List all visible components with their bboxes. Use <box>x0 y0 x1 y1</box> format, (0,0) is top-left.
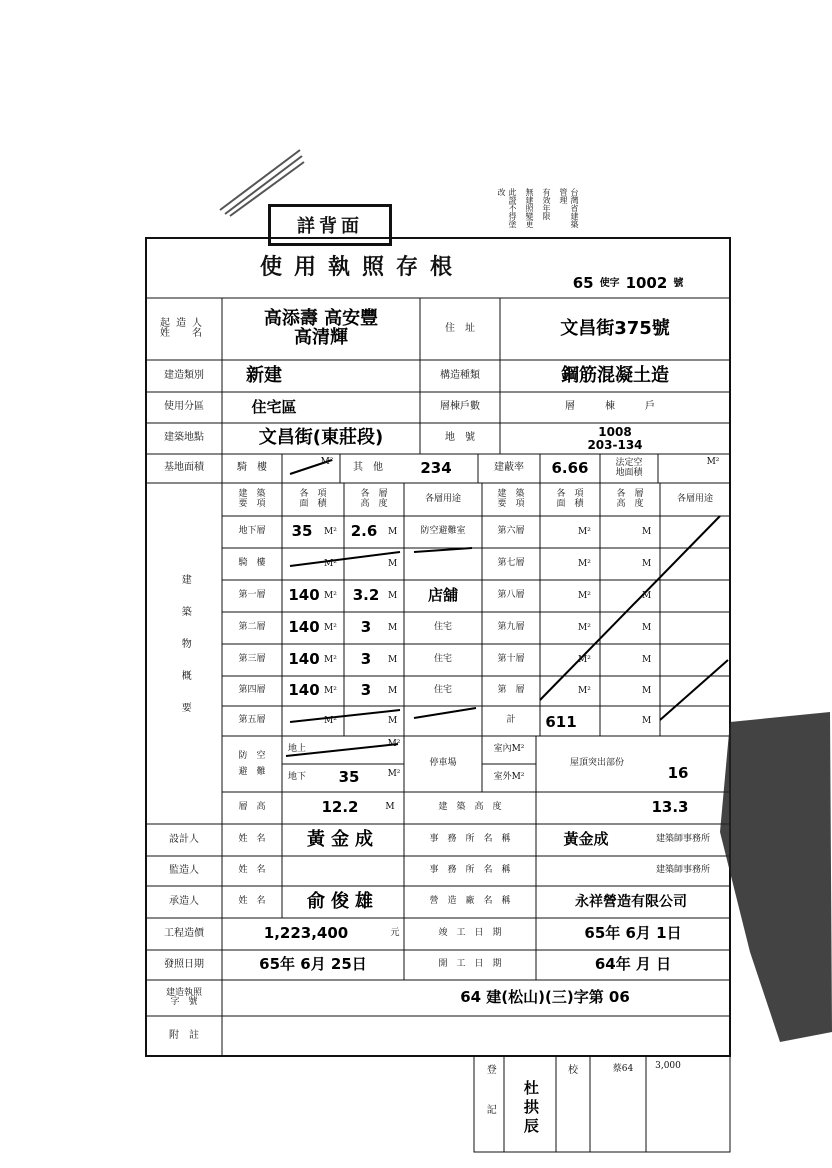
permit-year: 65 <box>572 274 594 293</box>
name-stamp: 杜拱辰 <box>521 1079 540 1137</box>
value-lot: 1008 203-134 <box>587 424 643 452</box>
floor-label-l3: 第二層 <box>238 622 266 633</box>
arcade-unit: M² <box>320 457 334 468</box>
label-floors-units: 層棟戶數 <box>440 401 480 413</box>
label-remarks: 附 註 <box>169 1029 199 1041</box>
issue-value: 65年 6月 25日 <box>259 955 367 974</box>
f3-use: 住宅 <box>433 654 452 665</box>
office-suffix-2: 建築師事務所 <box>655 865 710 876</box>
value-other-area: 234 <box>420 458 452 477</box>
contractor-firm: 永祥營造有限公司 <box>575 893 687 910</box>
permit-digits: 1002 <box>625 274 668 293</box>
value-structure: 鋼筋混凝土造 <box>561 364 669 386</box>
unit-col-left-h: M M M M M M M <box>388 527 398 726</box>
value-use-zone: 住宅區 <box>251 397 297 416</box>
label-open-area: 法定空 地面積 <box>615 458 643 478</box>
open-area-unit: M² <box>706 457 720 468</box>
floor-label-r2: 第八層 <box>497 590 525 601</box>
value-builder: 高添壽 高安豐 高清輝 <box>263 308 379 348</box>
label-total: 計 <box>506 715 516 726</box>
f1-area: 140 <box>288 586 320 605</box>
label-builder: 起造人 姓 名 <box>160 317 208 339</box>
value-address: 文昌街375號 <box>560 317 670 339</box>
label-outdoor: 室外M² <box>493 772 525 783</box>
f2-use: 住宅 <box>433 622 452 633</box>
office-suffix-1: 建築師事務所 <box>655 834 710 845</box>
floor-label-r0: 第六層 <box>497 526 525 537</box>
label-issue-date: 發照日期 <box>164 958 204 970</box>
seal-mark: 蔡64 <box>612 1064 634 1075</box>
label-floor-height: 層 高 <box>238 802 266 813</box>
label-cost: 工程造價 <box>164 927 204 939</box>
label-registrar: 登記 <box>484 1064 496 1144</box>
label-base-area: 基地面積 <box>164 462 204 474</box>
hdr-area-r: 各 項 面 積 <box>556 489 584 509</box>
permit-number <box>530 272 726 296</box>
label-coverage: 建蔽率 <box>494 462 524 474</box>
label-contractor-name: 姓 名 <box>238 896 266 907</box>
label-supervisor: 監造人 <box>169 864 199 876</box>
f1-use: 店舖 <box>427 586 458 605</box>
label-office-2: 事 務 所 名 稱 <box>429 865 511 876</box>
label-checker: 校 <box>568 1064 578 1076</box>
designer-office: 黃金成 <box>563 830 609 849</box>
label-site: 建築地點 <box>164 432 204 444</box>
hdr-floor-l: 建 築 要 項 <box>238 489 266 509</box>
ink-smudge <box>690 712 832 1042</box>
hdr-height-l: 各 層 高 度 <box>360 489 388 509</box>
f3-height: 3 <box>360 650 372 669</box>
label-contractor: 承造人 <box>169 895 199 907</box>
label-roof-part: 屋頂突出部份 <box>569 758 624 769</box>
header-note: 此證不得塗改 無建照變更 有效年限 台灣省建築管理 <box>497 188 579 228</box>
cost-unit: 元 <box>390 928 400 939</box>
contractor-name: 俞俊雄 <box>307 890 379 912</box>
label-indoor: 室內M² <box>493 744 525 755</box>
f2-area: 140 <box>288 618 320 637</box>
floor-label-l6: 第五層 <box>238 715 266 726</box>
label-supervisor-name: 姓 名 <box>238 865 266 876</box>
permit-prefix: 使字 <box>599 277 620 289</box>
floor-label-r1: 第七層 <box>497 558 525 569</box>
page-title: 使用執照存根 <box>259 254 464 281</box>
floor-label-r5: 第 層 <box>497 685 525 696</box>
label-firm: 營 造 廠 名 稱 <box>429 896 511 907</box>
cost-value: 1,223,400 <box>263 924 349 943</box>
f3-area: 140 <box>288 650 320 669</box>
value-category: 新建 <box>246 364 282 386</box>
floor-label-l2: 第一層 <box>238 590 266 601</box>
label-address: 住 址 <box>445 322 475 334</box>
f2-height: 3 <box>360 618 372 637</box>
defense-below-value: 35 <box>338 768 360 787</box>
label-below: 地下 <box>287 772 306 783</box>
hdr-use-r: 各層用途 <box>676 493 713 504</box>
hdr-height-r: 各 層 高 度 <box>616 489 644 509</box>
floor-height-unit: M <box>385 802 395 813</box>
f4-height: 3 <box>360 681 372 700</box>
f1-height: 3.2 <box>352 586 380 605</box>
defense-below-unit: M² <box>387 769 401 780</box>
floor-label-l4: 第三層 <box>238 654 266 665</box>
label-use-zone: 使用分區 <box>164 401 204 413</box>
total-area: 611 <box>545 713 577 732</box>
floor-label-r4: 第十層 <box>497 654 525 665</box>
permit-ref-value: 64 建(松山)(三)字第 06 <box>460 988 630 1007</box>
label-completion: 竣 工 日 期 <box>438 928 502 939</box>
value-floors-units: 層 棟 戶 <box>565 401 665 413</box>
basement-height: 2.6 <box>350 522 378 541</box>
label-building-height: 建 築 高 度 <box>438 802 502 813</box>
floor-label-l0: 地下層 <box>238 526 266 537</box>
completion-value: 65年 6月 1日 <box>584 924 682 943</box>
permit-suffix: 號 <box>673 277 684 289</box>
basement-use: 防空避難室 <box>420 526 466 537</box>
fee-value: 3,000 <box>655 1061 681 1072</box>
label-category: 建造類別 <box>164 369 204 381</box>
roof-value: 16 <box>667 764 689 783</box>
unit-col-right-h: M M M M M M M <box>642 527 652 726</box>
label-start-date: 開 工 日 期 <box>438 959 502 970</box>
label-office-1: 事 務 所 名 稱 <box>429 834 511 845</box>
building-height-value: 13.3 <box>651 798 689 817</box>
floor-label-l1: 騎 樓 <box>238 558 266 569</box>
stamp-text: 詳背面 <box>297 216 363 237</box>
designer-name: 黃金成 <box>307 828 379 850</box>
value-site: 文昌街(東莊段) <box>258 427 384 449</box>
f4-use: 住宅 <box>433 685 452 696</box>
label-civil-defense: 防 空 避 難 <box>238 750 266 777</box>
label-other: 其 他 <box>353 462 383 474</box>
label-above: 地上 <box>287 744 306 755</box>
label-parking: 停車場 <box>429 758 457 769</box>
defense-above-unit: M² <box>387 739 401 750</box>
basement-area: 35 <box>291 522 313 541</box>
label-structure: 構造種類 <box>440 369 480 381</box>
label-outline: 建築物概要 <box>179 573 191 734</box>
label-designer: 設計人 <box>169 833 199 845</box>
label-designer-name: 姓 名 <box>238 834 266 845</box>
hdr-area-l: 各 項 面 積 <box>299 489 327 509</box>
hdr-use-l: 各層用途 <box>424 493 461 504</box>
start-value: 64年 月 日 <box>594 955 672 974</box>
floor-height-value: 12.2 <box>321 798 359 817</box>
floor-label-l5: 第四層 <box>238 685 266 696</box>
value-coverage: 6.66 <box>551 458 589 477</box>
label-lot: 地 號 <box>445 432 475 444</box>
f4-area: 140 <box>288 681 320 700</box>
label-arcade: 騎 樓 <box>237 462 267 474</box>
unit-col-left: M² M² M² M² M² M² M² <box>324 527 337 726</box>
hdr-floor-r: 建 築 要 項 <box>497 489 525 509</box>
floor-label-r3: 第九層 <box>497 622 525 633</box>
unit-col-right: M² M² M² M² M² M² <box>578 527 591 696</box>
label-permit-ref: 建造執照 字 號 <box>165 987 202 1007</box>
